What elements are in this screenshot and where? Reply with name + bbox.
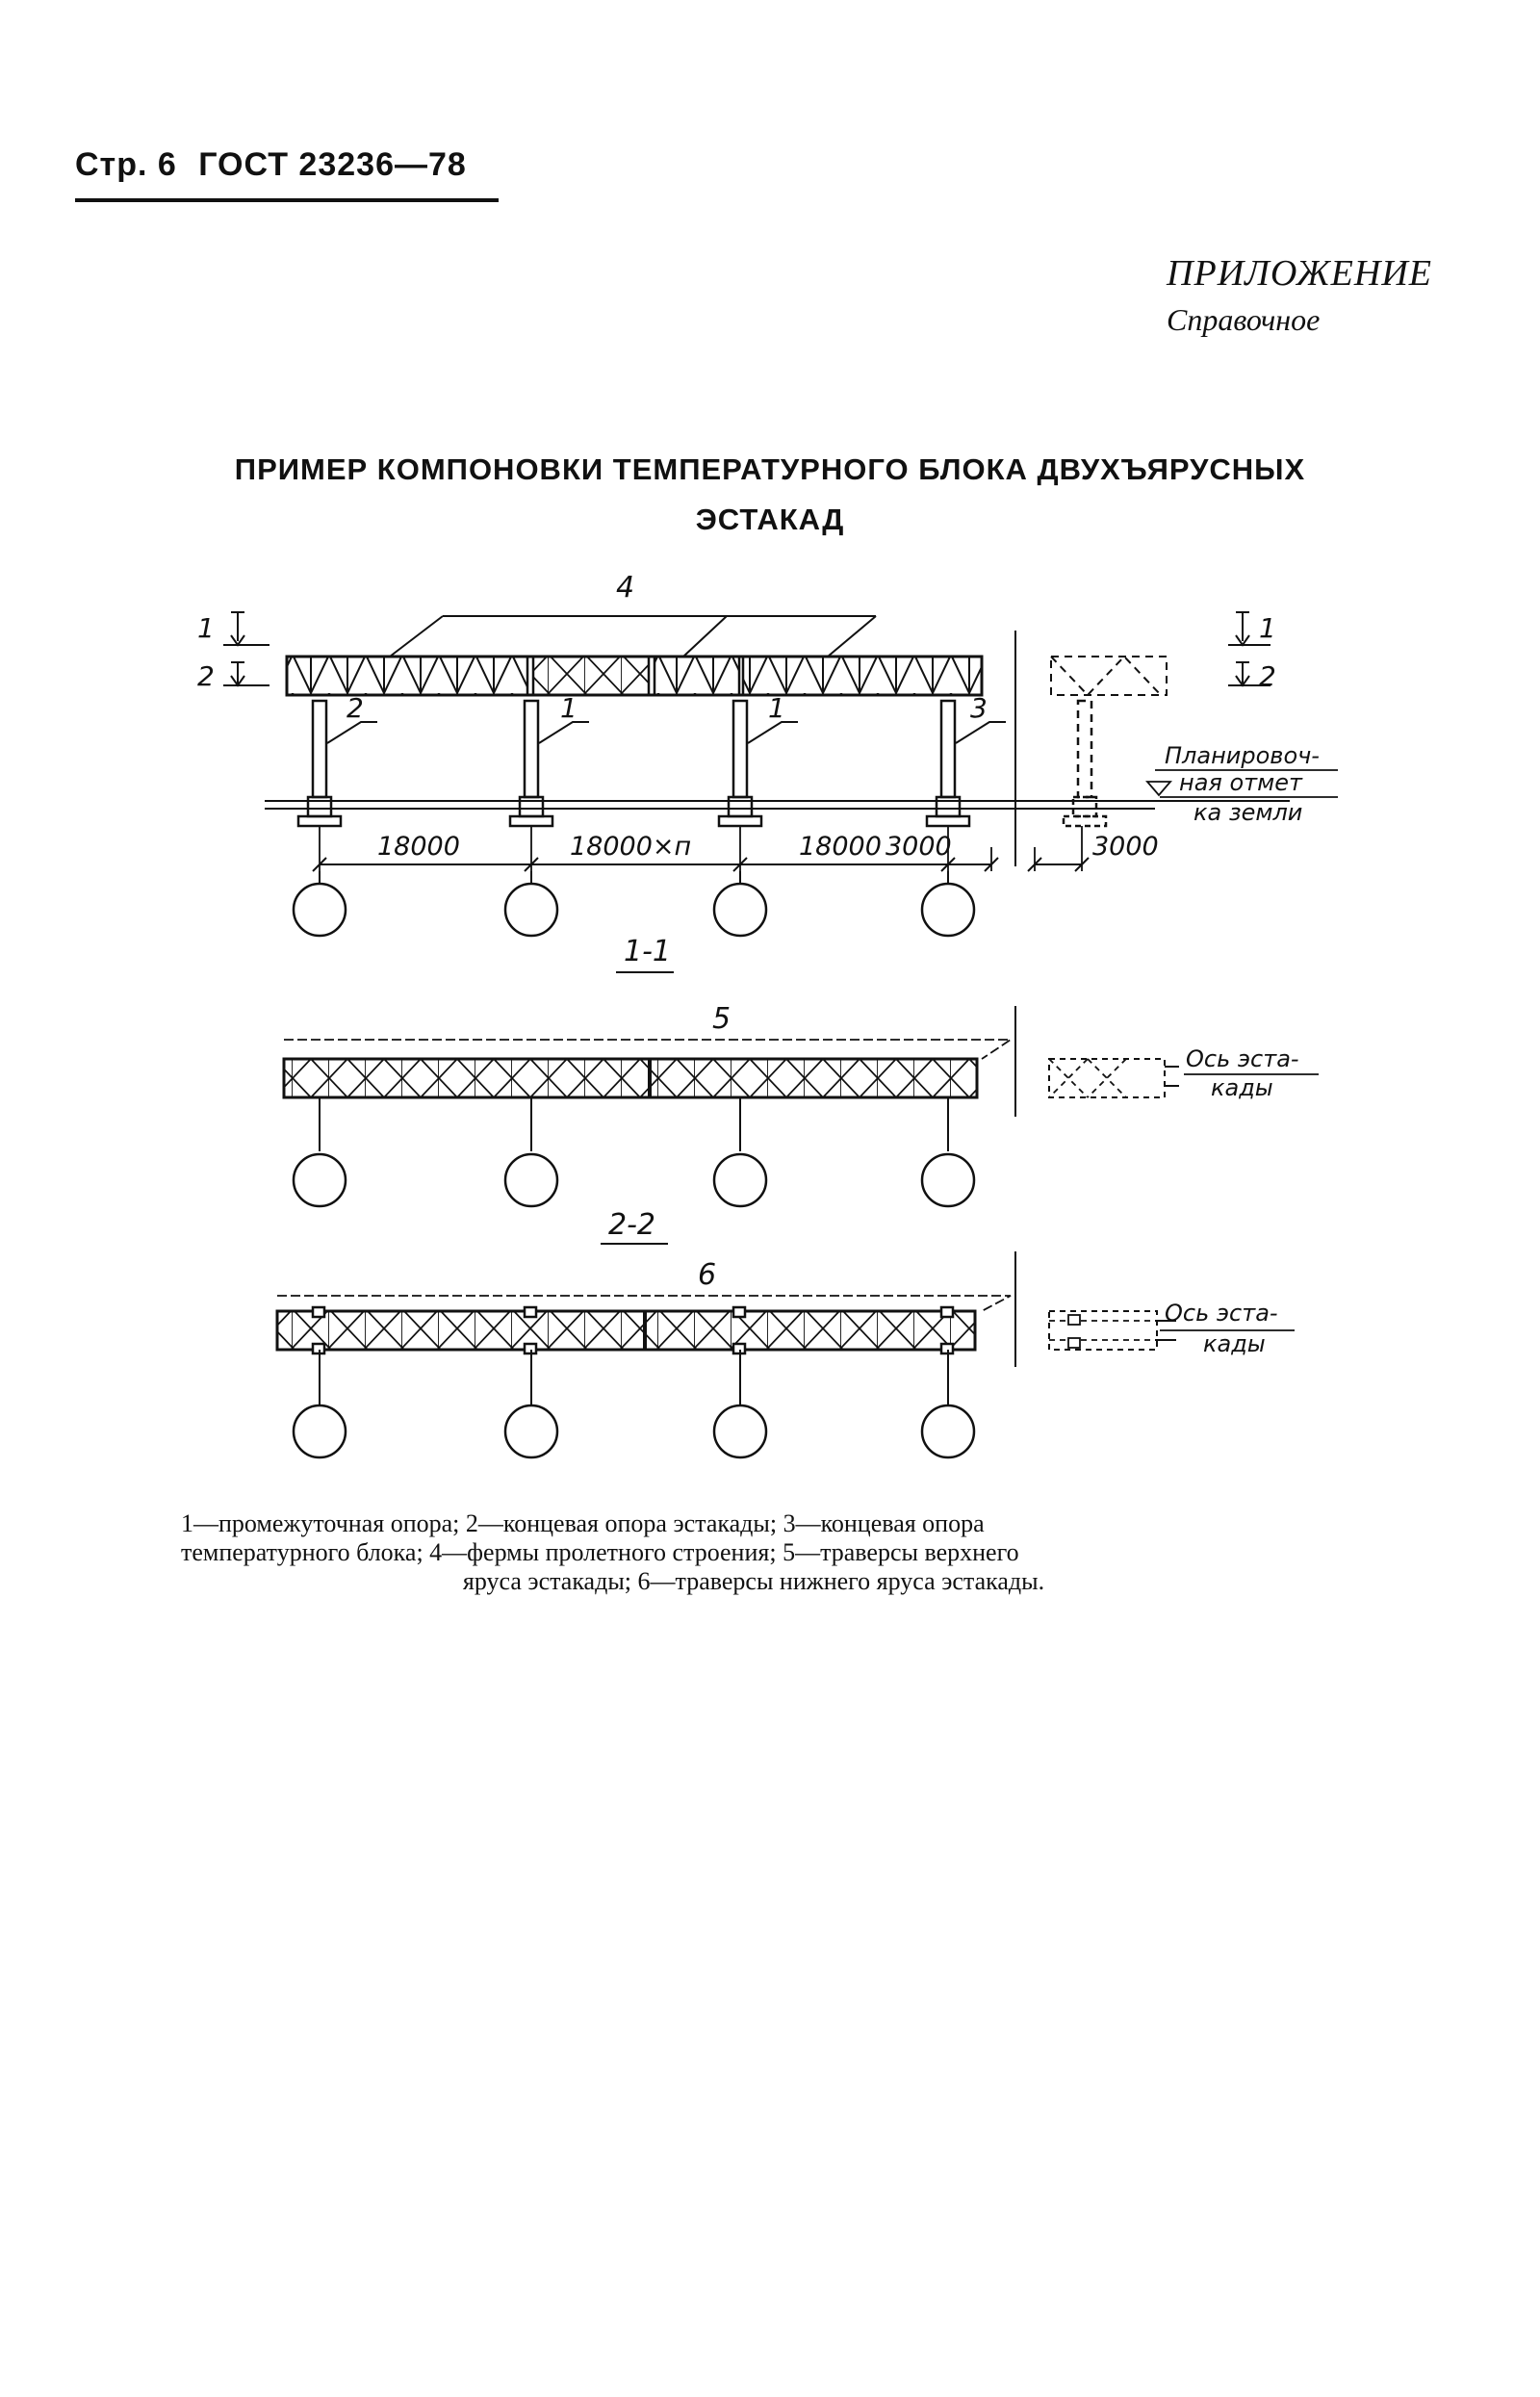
callout-4: 4 [616, 571, 635, 605]
axis-note-2b: кады [1203, 1330, 1266, 1357]
dimension-5: 3000 [1092, 832, 1159, 862]
section-1-1 [284, 935, 1319, 1206]
axis-note-1a: Ось эста- [1186, 1045, 1299, 1072]
axis-note-1b: кады [1211, 1074, 1273, 1101]
callout-6: 6 [698, 1258, 717, 1292]
support-label-2: 2 [346, 692, 364, 724]
section-1-label: 1-1 [624, 935, 671, 968]
axis-note-2a: Ось эста- [1165, 1300, 1278, 1327]
appendix-subtitle: Справочное [1167, 302, 1321, 337]
level-2-left: 2 [197, 660, 215, 692]
standard-number: ГОСТ 23236—78 [198, 146, 467, 183]
level-1-left: 1 [197, 612, 215, 644]
support-label-1a: 1 [560, 692, 578, 724]
elevation-view [197, 571, 1338, 936]
appendix-title: ПРИЛОЖЕНИЕ [1167, 253, 1432, 294]
ground-note-3: ка земли [1194, 799, 1303, 826]
section-2-2 [277, 1208, 1295, 1457]
dimension-4: 3000 [886, 832, 952, 862]
dimension-3: 18000 [799, 832, 882, 862]
support-label-1b: 1 [768, 692, 785, 724]
callout-5: 5 [712, 1002, 732, 1036]
legend [181, 1509, 1326, 1596]
ground-note-2: ная отмет [1179, 769, 1302, 796]
level-1-right: 1 [1259, 612, 1276, 644]
level-2-right: 2 [1259, 660, 1276, 692]
ground-note-1: Планировоч- [1165, 742, 1320, 769]
legend-line-2: температурного блока; 4—фермы пролетного строения; 5—траверсы верхнего [181, 1538, 1019, 1566]
title-line-2: ЭСТАКАД [695, 503, 845, 536]
legend-line-1: 1—промежуточная опора; 2—концевая опора эстакады; 3—концевая опора [181, 1509, 985, 1537]
page-number: Стр. 6 [75, 146, 177, 183]
dimension-2: 18000×п [570, 832, 692, 862]
support-label-3: 3 [970, 692, 988, 724]
section-2-label: 2-2 [608, 1208, 655, 1242]
title-line-1: ПРИМЕР КОМПОНОВКИ ТЕМПЕРАТУРНОГО БЛОКА ДВУХЪЯРУСНЫХ [234, 452, 1306, 486]
legend-line-3: яруса эстакады; 6—траверсы нижнего яруса эстакады. [462, 1567, 1045, 1595]
dimension-1: 18000 [377, 832, 460, 862]
